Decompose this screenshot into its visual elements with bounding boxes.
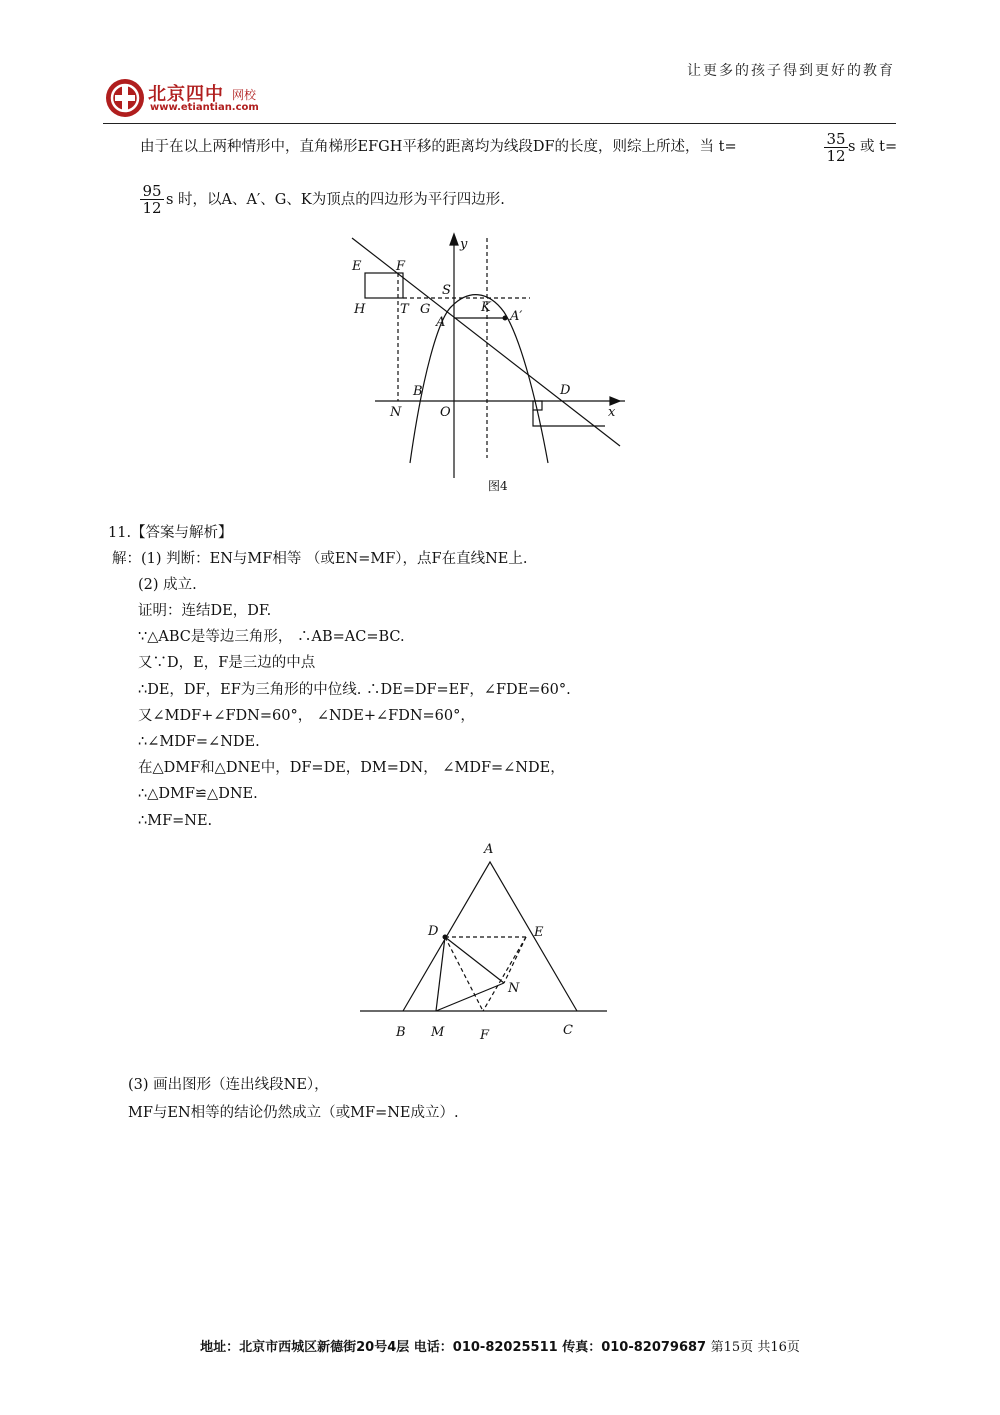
header-slogan: 让更多的孩子得到更好的教育	[687, 63, 895, 79]
logo-net: 网校	[232, 88, 257, 102]
q11-line-11: ∴MF=NE.	[138, 813, 213, 829]
label-f: F	[480, 1028, 490, 1043]
label-m: M	[431, 1025, 445, 1040]
footer	[100, 1336, 900, 1355]
label-n: N	[390, 405, 402, 420]
moved-trapezoid	[533, 410, 605, 426]
segment-dn	[445, 937, 504, 983]
point-a1	[503, 316, 508, 321]
label-k: K	[481, 300, 491, 315]
para1-line1: 由于在以上两种情形中，直角梯形EFGH平移的距离均为线段DF的长度，则综上所述，当 t=	[140, 139, 737, 155]
q11-line-1: 解：(1) 判断：EN与MF相等 （或EN=MF），点F在直线NE上.	[112, 551, 528, 567]
label-f: F	[396, 259, 406, 274]
y-arrow-icon	[450, 234, 458, 245]
label-b: B	[413, 384, 423, 399]
point-d	[443, 935, 448, 940]
label-s: S	[442, 283, 451, 298]
q11-line-9: 在△DMF和△DNE中，DF=DE，DM=DN， ∠MDF=∠NDE，	[138, 760, 565, 776]
segment-mn	[436, 983, 504, 1011]
q11-heading: 11.【答案与解析】	[108, 525, 233, 541]
logo-name: 北京四中	[148, 84, 224, 105]
label-a: A	[484, 842, 494, 857]
q11-line-7: 又∠MDF+∠FDN=60°， ∠NDE+∠FDN=60°，	[138, 708, 475, 724]
label-a-prime: A′	[510, 309, 523, 324]
para1-mid: s 或 t=	[848, 139, 898, 155]
trapezoid-efgh	[365, 273, 403, 298]
q11-part3-line1: (3) 画出图形（连出线段NE），	[128, 1077, 329, 1093]
label-e: E	[352, 259, 362, 274]
fraction-numerator: 35	[824, 131, 848, 148]
label-x: x	[608, 405, 616, 420]
q11-line-4: ∵△ABC是等边三角形， ∴AB=AC=BC.	[138, 629, 405, 645]
fraction-numerator: 95	[140, 183, 164, 200]
label-c: C	[563, 1023, 573, 1038]
q11-line-8: ∴∠MDF=∠NDE.	[138, 734, 260, 750]
segment-en	[504, 937, 526, 983]
fraction-35-12	[824, 131, 848, 164]
q11-line-5: 又∵D，E，F是三边的中点	[138, 655, 316, 671]
parabola	[410, 295, 548, 463]
footer-page: 第15页 共16页	[710, 1340, 800, 1355]
figure-4-diagram	[340, 228, 640, 498]
label-h: H	[354, 302, 366, 317]
fraction-denominator: 12	[142, 199, 162, 217]
label-d: D	[560, 383, 571, 398]
q11-line-10: ∴△DMF≌△DNE.	[138, 786, 258, 802]
q11-part3-line2: MF与EN相等的结论仍然成立（或MF=NE成立）.	[128, 1105, 459, 1121]
right-angle-mark	[533, 401, 542, 410]
q11-line-3: 证明：连结DE，DF.	[138, 603, 272, 619]
logo-url: www.etiantian.com	[150, 102, 259, 113]
label-y: y	[460, 237, 468, 252]
fraction-95-12	[140, 183, 164, 216]
label-e: E	[534, 925, 544, 940]
label-t: T	[400, 302, 409, 317]
label-d: D	[428, 924, 439, 939]
label-b: B	[396, 1025, 406, 1040]
segment-dm	[436, 937, 445, 1011]
label-a: A	[436, 315, 446, 330]
header-rule	[103, 123, 896, 124]
label-o: O	[440, 405, 451, 420]
label-n: N	[508, 981, 520, 996]
label-g: G	[420, 302, 431, 317]
footer-address: 地址：北京市西城区新德街20号4层 电话：010-82025511 传真：010-82079687	[200, 1340, 707, 1355]
figure-4-caption: 图4	[488, 479, 508, 493]
q11-line-6: ∴DE，DF，EF为三角形的中位线. ∴DE=DF=EF，∠FDE=60°.	[138, 682, 571, 698]
x-arrow-icon	[610, 397, 620, 405]
triangle-diagram	[355, 835, 615, 1050]
q11-line-2: (2) 成立.	[138, 577, 197, 593]
para1-line2: s 时，以A、A′、G、K为顶点的四边形为平行四边形.	[166, 192, 505, 208]
fraction-denominator: 12	[826, 147, 846, 165]
segment-ef	[483, 937, 526, 1011]
